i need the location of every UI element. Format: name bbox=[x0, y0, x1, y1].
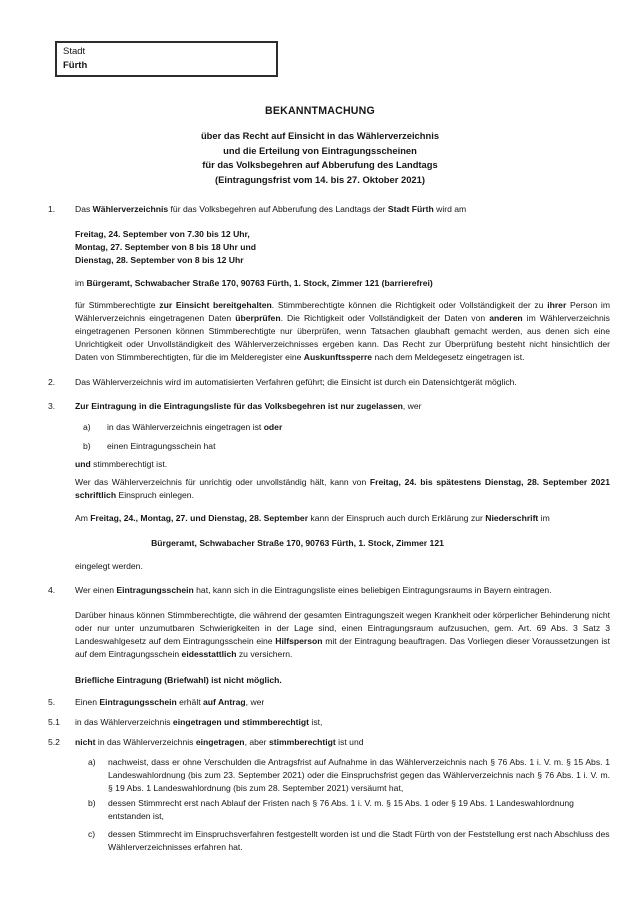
item-3-declaration: Am Freitag, 24., Montag, 27. und Dienstag, 28. September kann der Einspruch auch durch Erklärung zur Niederschrift im bbox=[75, 513, 550, 523]
item-4-paragraph: Darüber hinaus können Stimmberechtigte, die während der gesamten Eintragungszeit wegen Krankheit oder körperlicher Behinderung nicht oder nur unter unzumutbaren Schwierigkeiten in der Lage sind, einen Eintragungsraum aufzusuchen, gem. Art. 69 Abs. 3 Satz 3 Landeswahlgesetz auf dem Eintragungsschein eine Hilfsperson mit der Eintragung beauftragen. Das Vorliegen dieser Voraussetzungen ist auf dem Eintragungsschein eidesstattlich zu versichern. bbox=[75, 610, 610, 659]
item-3-closing: eingelegt werden. bbox=[75, 561, 143, 571]
item-5-1-number: 5.1 bbox=[48, 717, 60, 727]
item-4-number: 4. bbox=[48, 585, 56, 595]
item-4-briefwahl-note: Briefliche Eintragung (Briefwahl) ist nicht möglich. bbox=[75, 675, 282, 685]
item-3 bbox=[48, 400, 610, 584]
item-5-2-sub-b-text: dessen Stimmrecht erst nach Ablauf der Fristen nach § 76 Abs. 1 i. V. m. § 15 Abs. 1 oder § 19 Abs. 1 Landeswahlordnung entstanden ist, bbox=[108, 798, 574, 821]
item-3-sub-a-label: a) bbox=[83, 422, 91, 432]
item-5-number: 5. bbox=[48, 697, 56, 707]
item-2-text: Das Wählerverzeichnis wird im automatisierten Verfahren geführt; die Einsicht ist durch ein Datensichtgerät möglich. bbox=[75, 377, 517, 387]
document-body bbox=[48, 203, 610, 854]
subtitle-line-1: über das Recht auf Einsicht in das Wählerverzeichnis bbox=[200, 130, 440, 141]
item-5-1-text: in das Wählerverzeichnis eingetragen und stimmberechtigt ist, bbox=[75, 717, 323, 727]
item-1-paragraph: für Stimmberechtigte zur Einsicht bereitgehalten. Stimmberechtigte können die Richtigkeit oder Vollständigkeit der zu ihrer Person im Wählerverzeichnis eingetragenen Daten überprüfen. Die Richtigkeit oder Vollständigkeit der Daten von anderen im Wählerverzeichnis eingetragenen Personen können Stimmberechtigte nur überprüfen, wenn Tatsachen glaubhaft gemacht werden, aus denen sich eine Unrichtigkeit oder Unvollständigkeit des Wählerverzeichnisses ergeben kann. Das Recht zur Überprüfung besteht nicht hinsichtlich der Daten von Stimmberechtigten, für die im Melderegister eine Auskunftssperre nach dem Meldegesetz eingetragen ist. bbox=[75, 300, 610, 362]
item-4-head: Wer einen Eintragungsschein hat, kann sich in die Eintragungsliste eines beliebigen Eintragungsraums in Bayern eintragen. bbox=[75, 585, 552, 595]
date-line-friday: Freitag, 24. September von 7.30 bis 12 Uhr, bbox=[75, 229, 250, 239]
item-3-sub-a-text: in das Wählerverzeichnis eingetragen ist oder bbox=[107, 422, 283, 432]
item-3-sub-b-label: b) bbox=[83, 441, 91, 451]
item-3-sub-b bbox=[83, 440, 610, 453]
item-5-2-sub-a bbox=[88, 756, 610, 795]
item-4 bbox=[48, 584, 610, 696]
item-1-intro: Das Wählerverzeichnis für das Volksbegehren auf Abberufung des Landtags der Stadt Fürth wird am bbox=[75, 204, 467, 214]
item-5-2-number: 5.2 bbox=[48, 737, 60, 747]
letterhead-city-name: Fürth bbox=[63, 60, 88, 71]
page-title: BEKANNTMACHUNG bbox=[265, 105, 375, 117]
date-line-tuesday: Dienstag, 28. September von 8 bis 12 Uhr bbox=[75, 255, 244, 265]
item-5-2-sub-a-label: a) bbox=[88, 757, 96, 767]
date-line-monday: Montag, 27. September von 8 bis 18 Uhr und bbox=[75, 242, 256, 252]
item-5-2-head: nicht in das Wählerverzeichnis eingetragen, aber stimmberechtigt ist und bbox=[75, 737, 364, 747]
item-2-number: 2. bbox=[48, 377, 56, 387]
item-5-2-sub-c bbox=[88, 828, 610, 854]
subtitle-block bbox=[0, 129, 640, 187]
item-5 bbox=[48, 696, 610, 716]
item-3-head: Zur Eintragung in die Eintragungsliste für das Volksbegehren ist nur zugelassen, wer bbox=[75, 401, 422, 411]
item-1-dates bbox=[75, 228, 610, 267]
item-3-sub-a bbox=[83, 421, 610, 434]
item-2 bbox=[48, 376, 610, 400]
item-3-address: Bürgeramt, Schwabacher Straße 170, 90763 Fürth, 1. Stock, Zimmer 121 bbox=[151, 538, 444, 548]
item-3-objection: Wer das Wählerverzeichnis für unrichtig oder unvollständig hält, kann von Freitag, 24. bis spätestens Dienstag, 28. September 2021 schriftlich Einspruch einlegen. bbox=[75, 477, 610, 500]
item-3-sub-b-text: einen Eintragungsschein hat bbox=[107, 441, 216, 451]
item-5-2-sub-c-label: c) bbox=[88, 829, 96, 839]
item-5-2-sub-b-label: b) bbox=[88, 798, 96, 808]
letterhead-city-label: Stadt bbox=[63, 46, 86, 57]
item-1-location: im Bürgeramt, Schwabacher Straße 170, 90763 Fürth, 1. Stock, Zimmer 121 (barrierefrei) bbox=[75, 278, 433, 288]
item-5-2 bbox=[48, 736, 610, 854]
subtitle-line-4: (Eintragungsfrist vom 14. bis 27. Oktober 2021) bbox=[215, 173, 425, 185]
item-1 bbox=[48, 203, 610, 376]
item-5-2-sub-c-text: dessen Stimmrecht im Einspruchsverfahren festgestellt worden ist und die Stadt Fürth von der Feststellung erst nach Abschluss des Wählerverzeichnisses erfahren hat. bbox=[108, 829, 610, 852]
item-5-head: Einen Eintragungsschein erhält auf Antrag, wer bbox=[75, 697, 265, 707]
item-5-2-sub-b bbox=[88, 797, 610, 823]
subtitle-line-3: für das Volksbegehren auf Abberufung des Landtags bbox=[202, 159, 438, 170]
item-3-number: 3. bbox=[48, 401, 56, 411]
item-5-1 bbox=[48, 716, 610, 736]
item-3-und-line: und stimmberechtigt ist. bbox=[75, 459, 168, 469]
subtitle-line-2: und die Erteilung von Eintragungsscheinen bbox=[223, 144, 417, 156]
letterhead-box bbox=[55, 41, 278, 77]
item-1-number: 1. bbox=[48, 204, 56, 214]
item-5-2-sub-a-text: nachweist, dass er ohne Verschulden die Antragsfrist auf Aufnahme in das Wählerverzeichnis nach § 76 Abs. 1 i. V. m. § 15 Abs. 1 Landeswahlordnung (bis zum 23. September 2021) oder die Einspruchsfrist gegen das Wählerverzeichnis nach § 76 Abs. 1 i. V. m. § 19 Abs. 1 Landeswahlordnung (bis zum 28. September 2021) versäumt hat, bbox=[108, 757, 610, 793]
